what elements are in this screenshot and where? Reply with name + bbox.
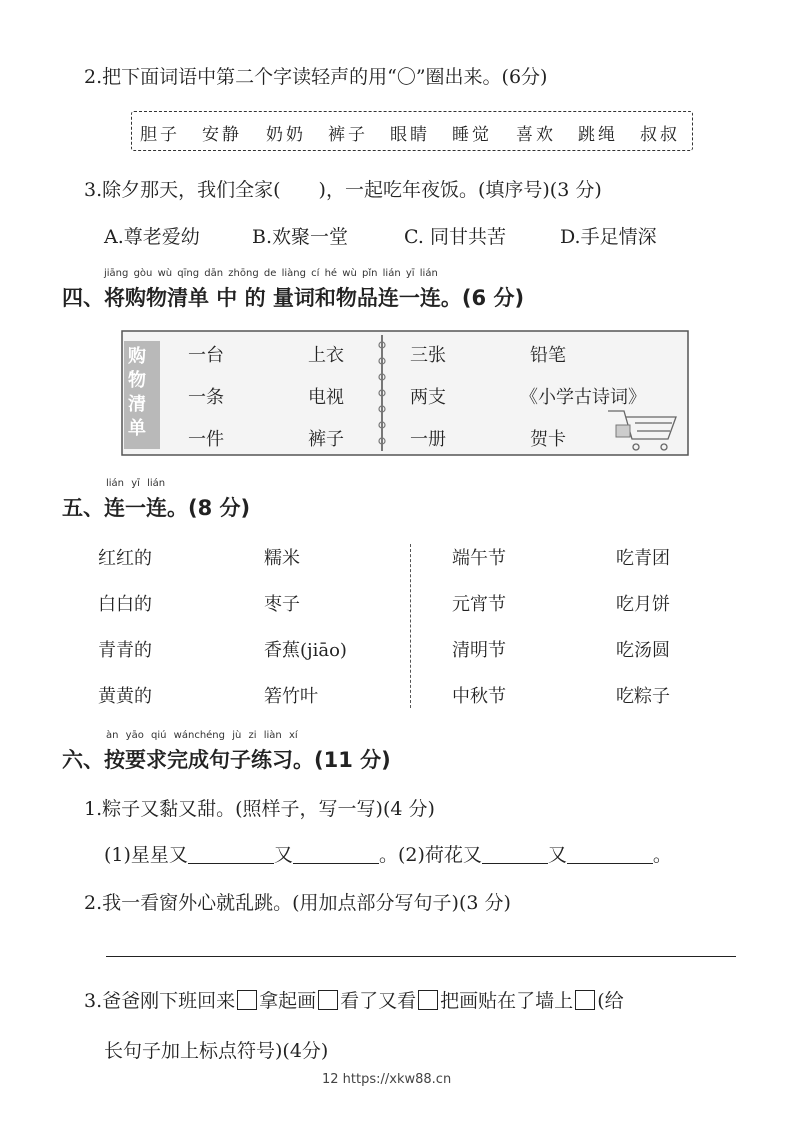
item-word: 铅笔 [530, 345, 566, 366]
option-d: D.手足情深 [560, 226, 657, 248]
question-6-3: 3.爸爸刚下班回来 拿起画 看了又看 把画贴在了墙上 (给 [84, 990, 624, 1012]
blank-input[interactable] [293, 845, 379, 864]
match-item: 吃月饼 [616, 594, 670, 615]
word: 眼睛 [390, 125, 430, 145]
option-c: C. 同甘共苦 [404, 226, 506, 248]
match-item: 枣子 [264, 594, 300, 615]
measure-word: 一台 [188, 345, 224, 366]
answer-line-6-2[interactable] [106, 956, 736, 957]
shopping-list [120, 327, 694, 459]
word: 跳绳 [578, 125, 618, 145]
word: 裤子 [328, 125, 368, 145]
match-item: 糯米 [264, 548, 300, 569]
match-item: 吃青团 [616, 548, 670, 569]
word: 奶奶 [266, 125, 306, 145]
pinyin-line-4: jiāng gòu wù qīng dān zhōng de liàng cí hé wù pǐn lián yī lián [104, 268, 438, 279]
punctuation-box[interactable] [318, 990, 338, 1010]
word: 安静 [202, 125, 242, 145]
match-item: 吃粽子 [616, 686, 670, 707]
match-item: 黄黄的 [98, 686, 152, 707]
blank-input[interactable] [482, 845, 548, 864]
word: 胆子 [140, 125, 180, 145]
question-6-1: 1.粽子又黏又甜。(照样子，写一写)(4 分) [84, 798, 435, 820]
measure-word: 三张 [410, 345, 446, 366]
word-box [131, 111, 693, 151]
item-word: 《小学古诗词》 [520, 387, 646, 408]
item-word: 电视 [308, 387, 344, 408]
question-2: 2.把下面词语中第二个字读轻声的用“〇”圈出来。(6分) [84, 66, 548, 88]
option-b: B.欢聚一堂 [252, 226, 349, 248]
answer-line-6-1: (1)星星又 又 。(2)荷花又 又 。 [104, 844, 672, 866]
match-item: 中秋节 [452, 686, 506, 707]
option-a: A.尊老爱幼 [104, 226, 200, 248]
match-item: 清明节 [452, 640, 506, 661]
blank-input[interactable] [567, 845, 653, 864]
match-item: 红红的 [98, 548, 152, 569]
divider [410, 544, 411, 708]
word: 睡觉 [452, 125, 492, 145]
match-item: 元宵节 [452, 594, 506, 615]
item-word: 裤子 [308, 429, 344, 450]
pinyin-line-6: àn yāo qiú wánchéng jù zi liàn xí [106, 730, 298, 741]
punctuation-box[interactable] [575, 990, 595, 1010]
match-item: 青青的 [98, 640, 152, 661]
match-item: 吃汤圆 [616, 640, 670, 661]
list-tab-label: 购物清单 [128, 346, 146, 439]
question-6-2: 2.我一看窗外心就乱跳。(用加点部分写句子)(3 分) [84, 892, 511, 914]
match-item: 端午节 [452, 548, 506, 569]
item-word: 上衣 [308, 345, 344, 366]
match-item: 白白的 [98, 594, 152, 615]
punctuation-box[interactable] [237, 990, 257, 1010]
punctuation-box[interactable] [418, 990, 438, 1010]
section-5-title: 五、连一连。(8 分) [62, 496, 251, 520]
measure-word: 一条 [188, 387, 224, 408]
word: 喜欢 [516, 125, 556, 145]
question-3: 3.除夕那天，我们全家( )，一起吃年夜饭。(填序号)(3 分) [84, 179, 602, 201]
word: 叔叔 [640, 125, 680, 145]
measure-word: 一件 [188, 429, 224, 450]
item-word: 贺卡 [530, 429, 566, 450]
pinyin-line-5: lián yī lián [106, 478, 166, 489]
section-4-title: 四、将购物清单 中 的 量词和物品连一连。(6 分) [62, 286, 525, 310]
measure-word: 两支 [410, 387, 446, 408]
question-6-3-cont: 长句子加上标点符号)(4分) [104, 1040, 329, 1062]
section-6-title: 六、按要求完成句子练习。(11 分) [62, 748, 391, 772]
match-item: 箬竹叶 [264, 686, 318, 707]
page-footer: 12 https://xkw88.cn [322, 1072, 452, 1087]
blank-input[interactable] [188, 845, 274, 864]
match-item: 香蕉(jiāo) [264, 640, 347, 661]
measure-word: 一册 [410, 429, 446, 450]
